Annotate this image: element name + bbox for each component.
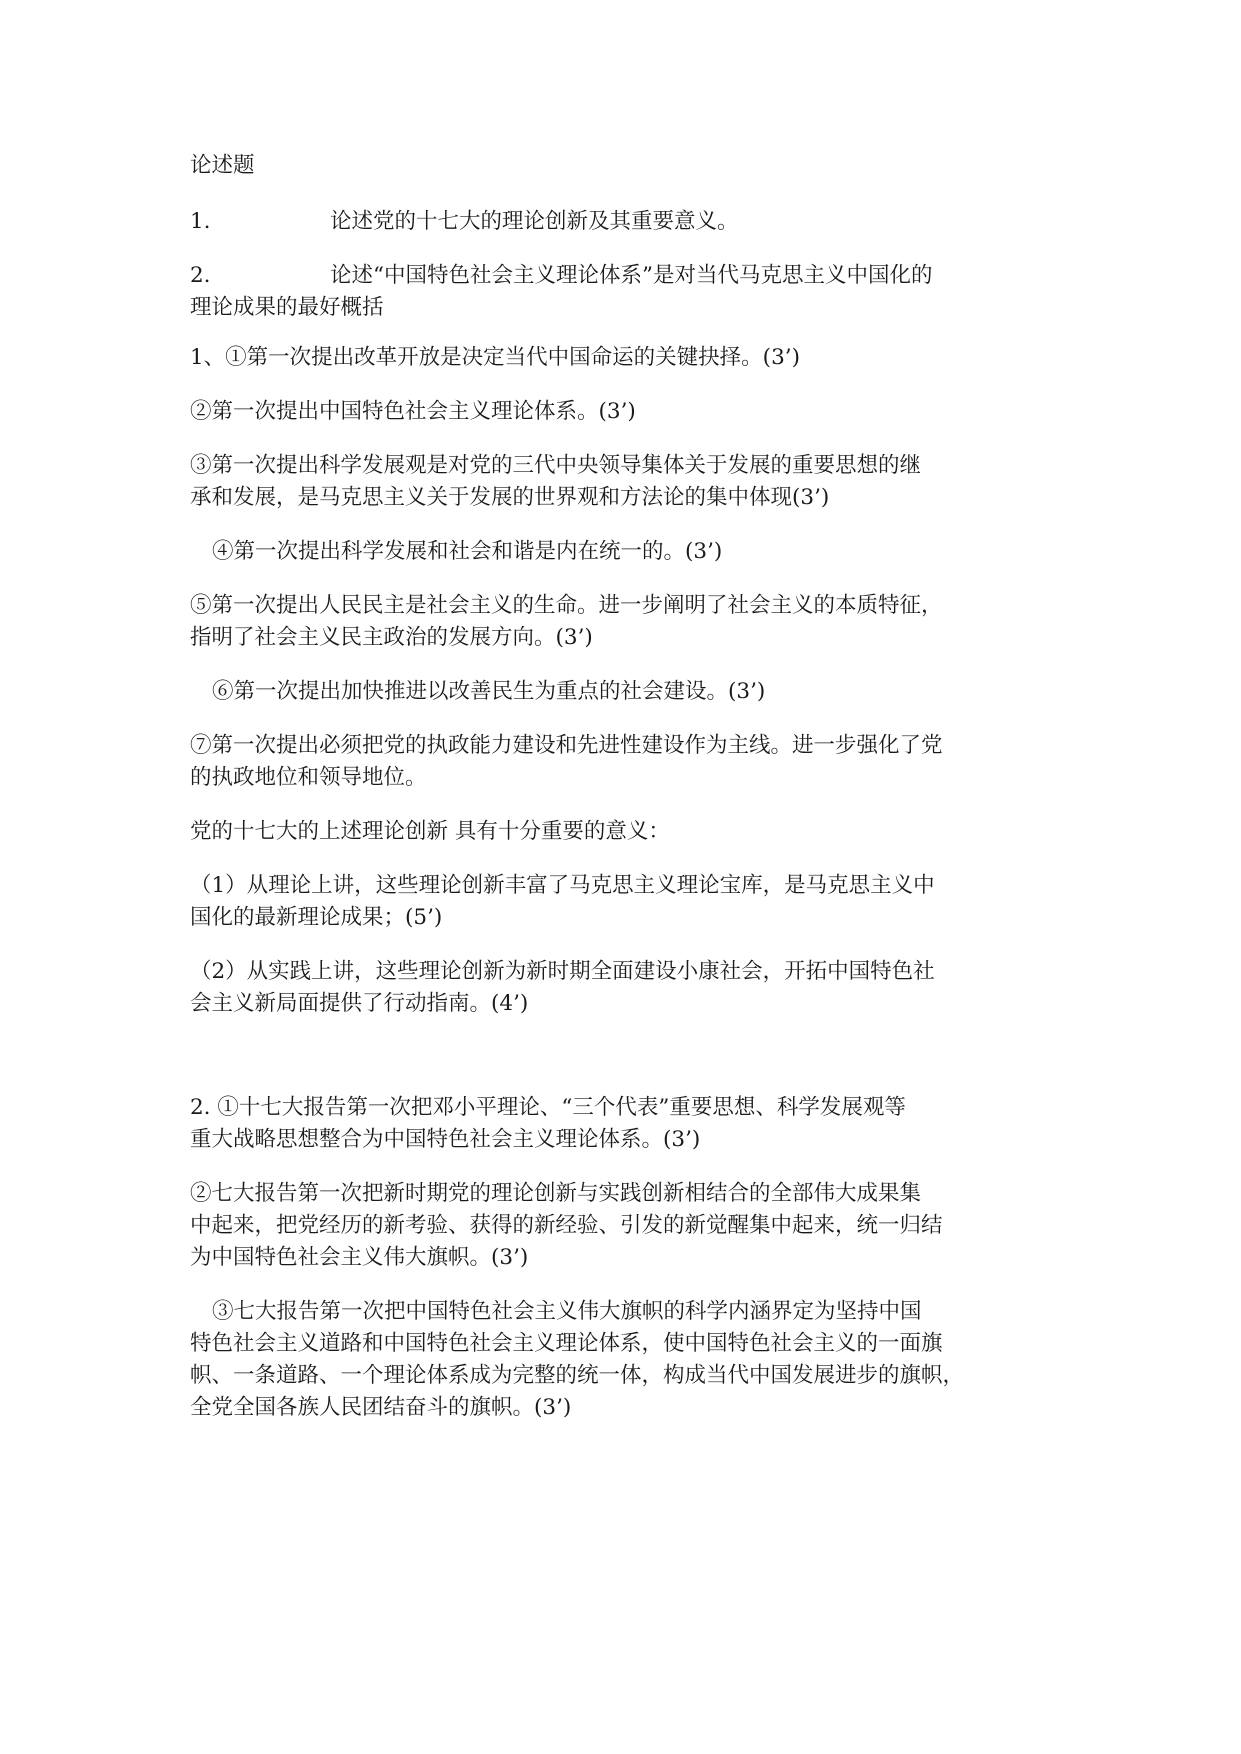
question-text: 论述党的十七大的理论创新及其重要意义。	[330, 209, 739, 234]
question-1	[190, 206, 1060, 238]
answer-1-item-1: 1、①第一次提出改革开放是决定当代中国命运的关键抉择。(3’)	[190, 345, 800, 370]
question-2-line-1	[190, 260, 1060, 292]
answer-2-item-3-line-1: ③七大报告第一次把中国特色社会主义伟大旗帜的科学内涵界定为坚持中国	[212, 1299, 922, 1324]
answer-1-item-7-line-1: ⑦第一次提出必须把党的执政能力建设和先进性建设作为主线。进一步强化了党	[190, 733, 943, 758]
answer-1-significance-intro: 党的十七大的上述理论创新 具有十分重要的意义：	[190, 819, 670, 844]
answer-1-item-4: ④第一次提出科学发展和社会和谐是内在统一的。(3’)	[212, 539, 723, 564]
question-2-line-2: 理论成果的最好概括	[190, 295, 384, 320]
answer-1-significance-2-line-1: （2）从实践上讲，这些理论创新为新时期全面建设小康社会，开拓中国特色社	[190, 959, 935, 984]
answer-1-item-3-line-1: ③第一次提出科学发展观是对党的三代中央领导集体关于发展的重要思想的继	[190, 453, 922, 478]
answer-2-item-1-line-2: 重大战略思想整合为中国特色社会主义理论体系。(3’)	[190, 1127, 701, 1152]
answer-1-significance-1-line-2: 国化的最新理论成果；(5’)	[190, 905, 443, 930]
answer-2-item-1-line-1: 2. ①十七大报告第一次把邓小平理论、“三个代表”重要思想、科学发展观等	[190, 1095, 906, 1120]
answer-1-item-6: ⑥第一次提出加快推进以改善民生为重点的社会建设。(3’)	[212, 679, 766, 704]
answer-2-item-3-line-3: 帜、一条道路、一个理论体系成为完整的统一体，构成当代中国发展进步的旗帜，	[190, 1363, 965, 1388]
question-text: 论述“中国特色社会主义理论体系”是对当代马克思主义中国化的	[330, 263, 933, 288]
answer-2-item-3-line-2: 特色社会主义道路和中国特色社会主义理论体系，使中国特色社会主义的一面旗	[190, 1331, 943, 1356]
answer-2-item-2-line-2: 中起来，把党经历的新考验、获得的新经验、引发的新觉醒集中起来，统一归结	[190, 1213, 943, 1238]
answer-2-item-2-line-1: ②七大报告第一次把新时期党的理论创新与实践创新相结合的全部伟大成果集	[190, 1181, 922, 1206]
answer-2-item-3-line-4: 全党全国各族人民团结奋斗的旗帜。(3’)	[190, 1395, 572, 1420]
answer-1-item-7-line-2: 的执政地位和领导地位。	[190, 765, 427, 790]
answer-1-significance-2-line-2: 会主义新局面提供了行动指南。(4’)	[190, 991, 529, 1016]
answer-1-item-2: ②第一次提出中国特色社会主义理论体系。(3’)	[190, 399, 636, 424]
answer-1-significance-1-line-1: （1）从理论上讲，这些理论创新丰富了马克思主义理论宝库，是马克思主义中	[190, 873, 935, 898]
question-number: 1.	[190, 209, 211, 234]
question-number: 2.	[190, 263, 211, 288]
answer-2-item-2-line-3: 为中国特色社会主义伟大旗帜。(3’)	[190, 1245, 529, 1270]
answer-1-item-5-line-2: 指明了社会主义民主政治的发展方向。(3’)	[190, 625, 593, 650]
answer-1-item-5-line-1: ⑤第一次提出人民民主是社会主义的生命。进一步阐明了社会主义的本质特征，	[190, 593, 943, 618]
section-title: 论述题	[190, 153, 255, 178]
answer-1-item-3-line-2: 承和发展，是马克思主义关于发展的世界观和方法论的集中体现(3’)	[190, 485, 830, 510]
